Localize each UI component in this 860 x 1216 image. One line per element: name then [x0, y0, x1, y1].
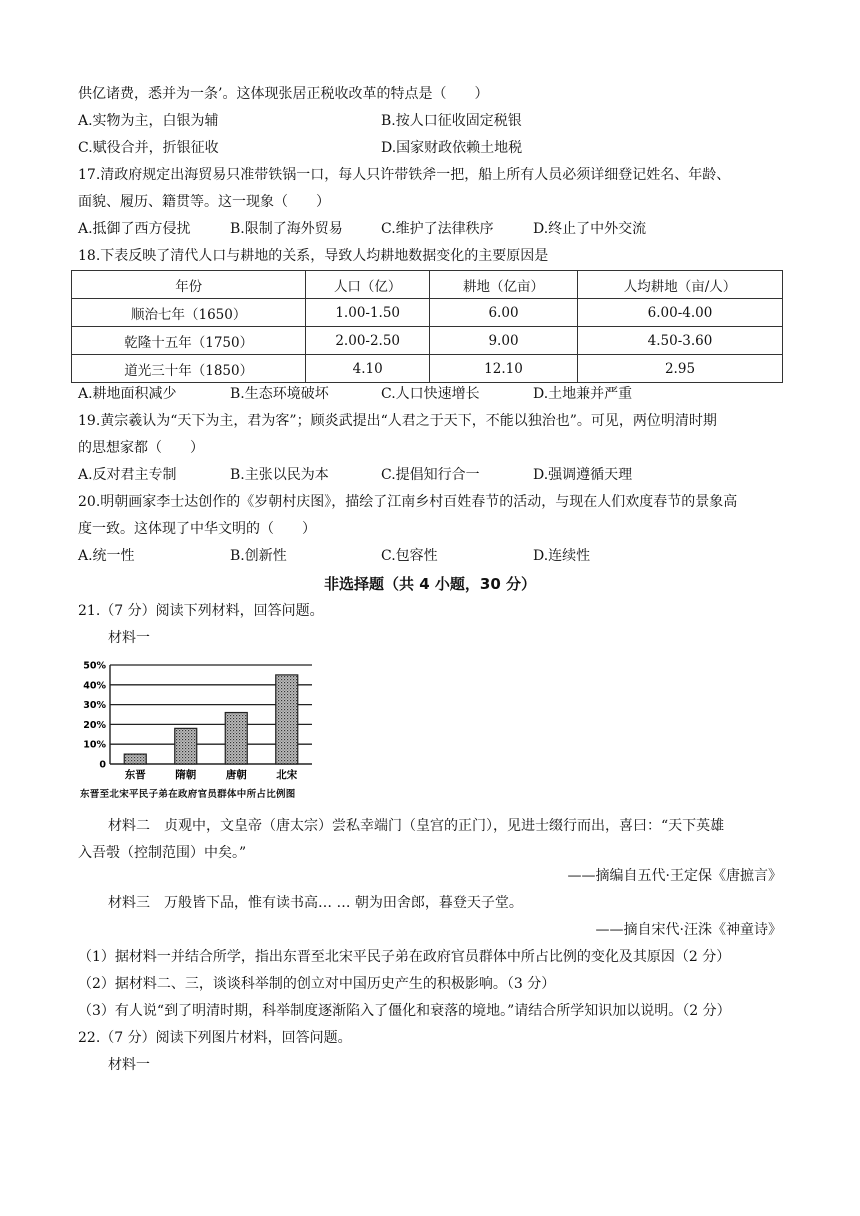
x-tick-label: 隋朝	[175, 769, 197, 781]
table-cell: 9.00	[430, 327, 578, 355]
q16-stem-end: 供亿诸费，悉并为一条’。这体现张居正税收改革的特点是（ ）	[78, 86, 489, 102]
table-header: 人口（亿）	[306, 271, 430, 299]
y-tick-label: 0	[99, 759, 106, 771]
table-header-row	[72, 271, 783, 299]
q20-option-a[interactable]: A.统一性	[78, 548, 135, 564]
q18-options	[78, 384, 778, 404]
q18-option-a[interactable]: A.耕地面积减少	[78, 386, 177, 402]
q16-option-d[interactable]: D.国家财政依赖土地税	[381, 140, 523, 156]
table-cell: 2.00-2.50	[306, 327, 430, 355]
q20-option-c[interactable]: C.包容性	[381, 548, 438, 564]
q18-stem: 18.下表反映了清代人口与耕地的关系，导致人均耕地数据变化的主要原因是	[78, 248, 549, 264]
bar	[276, 675, 298, 764]
q17-stem: 17.清政府规定出海贸易只准带铁锅一口，每人只许带铁斧一把，船上所有人员必须详细登记姓名、年龄、	[78, 167, 731, 183]
population-farmland-table	[71, 270, 783, 383]
y-tick-label: 50%	[83, 660, 106, 672]
x-tick-label: 北宋	[276, 769, 298, 781]
table-cell: 6.00-4.00	[578, 299, 783, 327]
material-one-label: 材料一	[108, 630, 150, 646]
y-tick-label: 20%	[83, 719, 106, 731]
table-cell: 4.10	[306, 355, 430, 383]
bar	[124, 754, 146, 764]
material-three-source: ——摘自宋代·汪洙《神童诗》	[595, 922, 782, 938]
q19-option-d[interactable]: D.强调遵循天理	[533, 467, 633, 483]
y-tick-label: 10%	[83, 739, 106, 751]
table-row	[72, 299, 783, 327]
ratio-bar-chart	[80, 655, 320, 783]
q20-option-d[interactable]: D.连续性	[533, 548, 591, 564]
material-two-cont: 入吾彀（控制范围）中矣。”	[78, 845, 247, 861]
q17-option-a[interactable]: A.抵御了西方侵扰	[78, 221, 191, 237]
table-cell: 12.10	[430, 355, 578, 383]
q17-option-b[interactable]: B.限制了海外贸易	[230, 221, 343, 237]
q17-options	[78, 219, 778, 239]
material-one-label-q22: 材料一	[108, 1057, 150, 1073]
q18-option-c[interactable]: C.人口快速增长	[381, 386, 480, 402]
chart-caption: 东晋至北宋平民子弟在政府官员群体中所占比例图	[80, 789, 296, 800]
table-row	[72, 327, 783, 355]
table-cell: 1.00-1.50	[306, 299, 430, 327]
y-tick-label: 40%	[83, 680, 106, 692]
table-row	[72, 355, 783, 383]
q19-stem-cont: 的思想家都（ ）	[78, 440, 204, 456]
q19-stem: 19.黄宗羲认为“天下为主，君为客”；顾炎武提出“人君之于天下，不能以独治也”。可见，两位明清时期	[78, 413, 717, 429]
q19-options	[78, 465, 778, 485]
q20-option-b[interactable]: B.创新性	[230, 548, 287, 564]
table-cell: 顺治七年（1650）	[72, 299, 306, 327]
x-tick-label: 唐朝	[225, 769, 247, 781]
table-cell: 乾隆十五年（1750）	[72, 327, 306, 355]
x-tick-label: 东晋	[124, 769, 146, 781]
table-header: 人均耕地（亩/人）	[578, 271, 783, 299]
q19-option-a[interactable]: A.反对君主专制	[78, 467, 177, 483]
table-header: 耕地（亿亩）	[430, 271, 578, 299]
q17-stem-cont: 面貌、履历、籍贯等。这一现象（ ）	[78, 194, 330, 210]
material-two: 材料二 贞观中，文皇帝（唐太宗）尝私幸端门（皇宫的正门），见进士缀行而出，喜曰：“天下英雄	[108, 818, 725, 834]
q16-options-row1	[78, 111, 778, 131]
q16-option-a[interactable]: A.实物为主，白银为辅	[78, 113, 219, 129]
q19-option-b[interactable]: B.主张以民为本	[230, 467, 329, 483]
q20-stem-cont: 度一致。这体现了中华文明的（ ）	[78, 521, 316, 537]
q19-option-c[interactable]: C.提倡知行合一	[381, 467, 480, 483]
q17-option-c[interactable]: C.维护了法律秩序	[381, 221, 494, 237]
q21-stem: 21.（7 分）阅读下列材料，回答问题。	[78, 603, 324, 619]
table-cell: 道光三十年（1850）	[72, 355, 306, 383]
material-two-source: ——摘编自五代·王定保《唐摭言》	[567, 868, 782, 884]
table-cell: 2.95	[578, 355, 783, 383]
material-three: 材料三 万般皆下品，惟有读书高… … 朝为田舍郎，暮登天子堂。	[108, 895, 523, 911]
q18-option-b[interactable]: B.生态环境破坏	[230, 386, 329, 402]
q21-sub1: （1）据材料一并结合所学，指出东晋至北宋平民子弟在政府官员群体中所占比例的变化及其原因（2 分）	[78, 949, 731, 965]
table-cell: 4.50-3.60	[578, 327, 783, 355]
table-cell: 6.00	[430, 299, 578, 327]
table-header: 年份	[72, 271, 306, 299]
q22-stem: 22.（7 分）阅读下列图片材料，回答问题。	[78, 1030, 352, 1046]
bar	[225, 713, 247, 764]
q21-sub2: （2）据材料二、三，谈谈科举制的创立对中国历史产生的积极影响。（3 分）	[78, 976, 556, 992]
y-tick-label: 30%	[83, 700, 106, 712]
q16-option-b[interactable]: B.按人口征收固定税银	[381, 113, 522, 129]
q20-options	[78, 546, 778, 566]
q16-options-row2	[78, 138, 778, 158]
q18-option-d[interactable]: D.土地兼并严重	[533, 386, 633, 402]
q21-sub3: （3）有人说“到了明清时期，科举制度逐渐陷入了僵化和衰落的境地。”请结合所学知识加以说明。（2 分）	[78, 1003, 731, 1019]
q16-option-c[interactable]: C.赋役合并，折银征收	[78, 140, 219, 156]
q17-option-d[interactable]: D.终止了中外交流	[533, 221, 647, 237]
section-heading: 非选择题（共 4 小题，30 分）	[324, 575, 536, 593]
bar	[175, 728, 197, 764]
q20-stem: 20.明朝画家李士达创作的《岁朝村庆图》，描绘了江南乡村百姓春节的活动，与现在人们欢度春节的景象高	[78, 494, 738, 510]
